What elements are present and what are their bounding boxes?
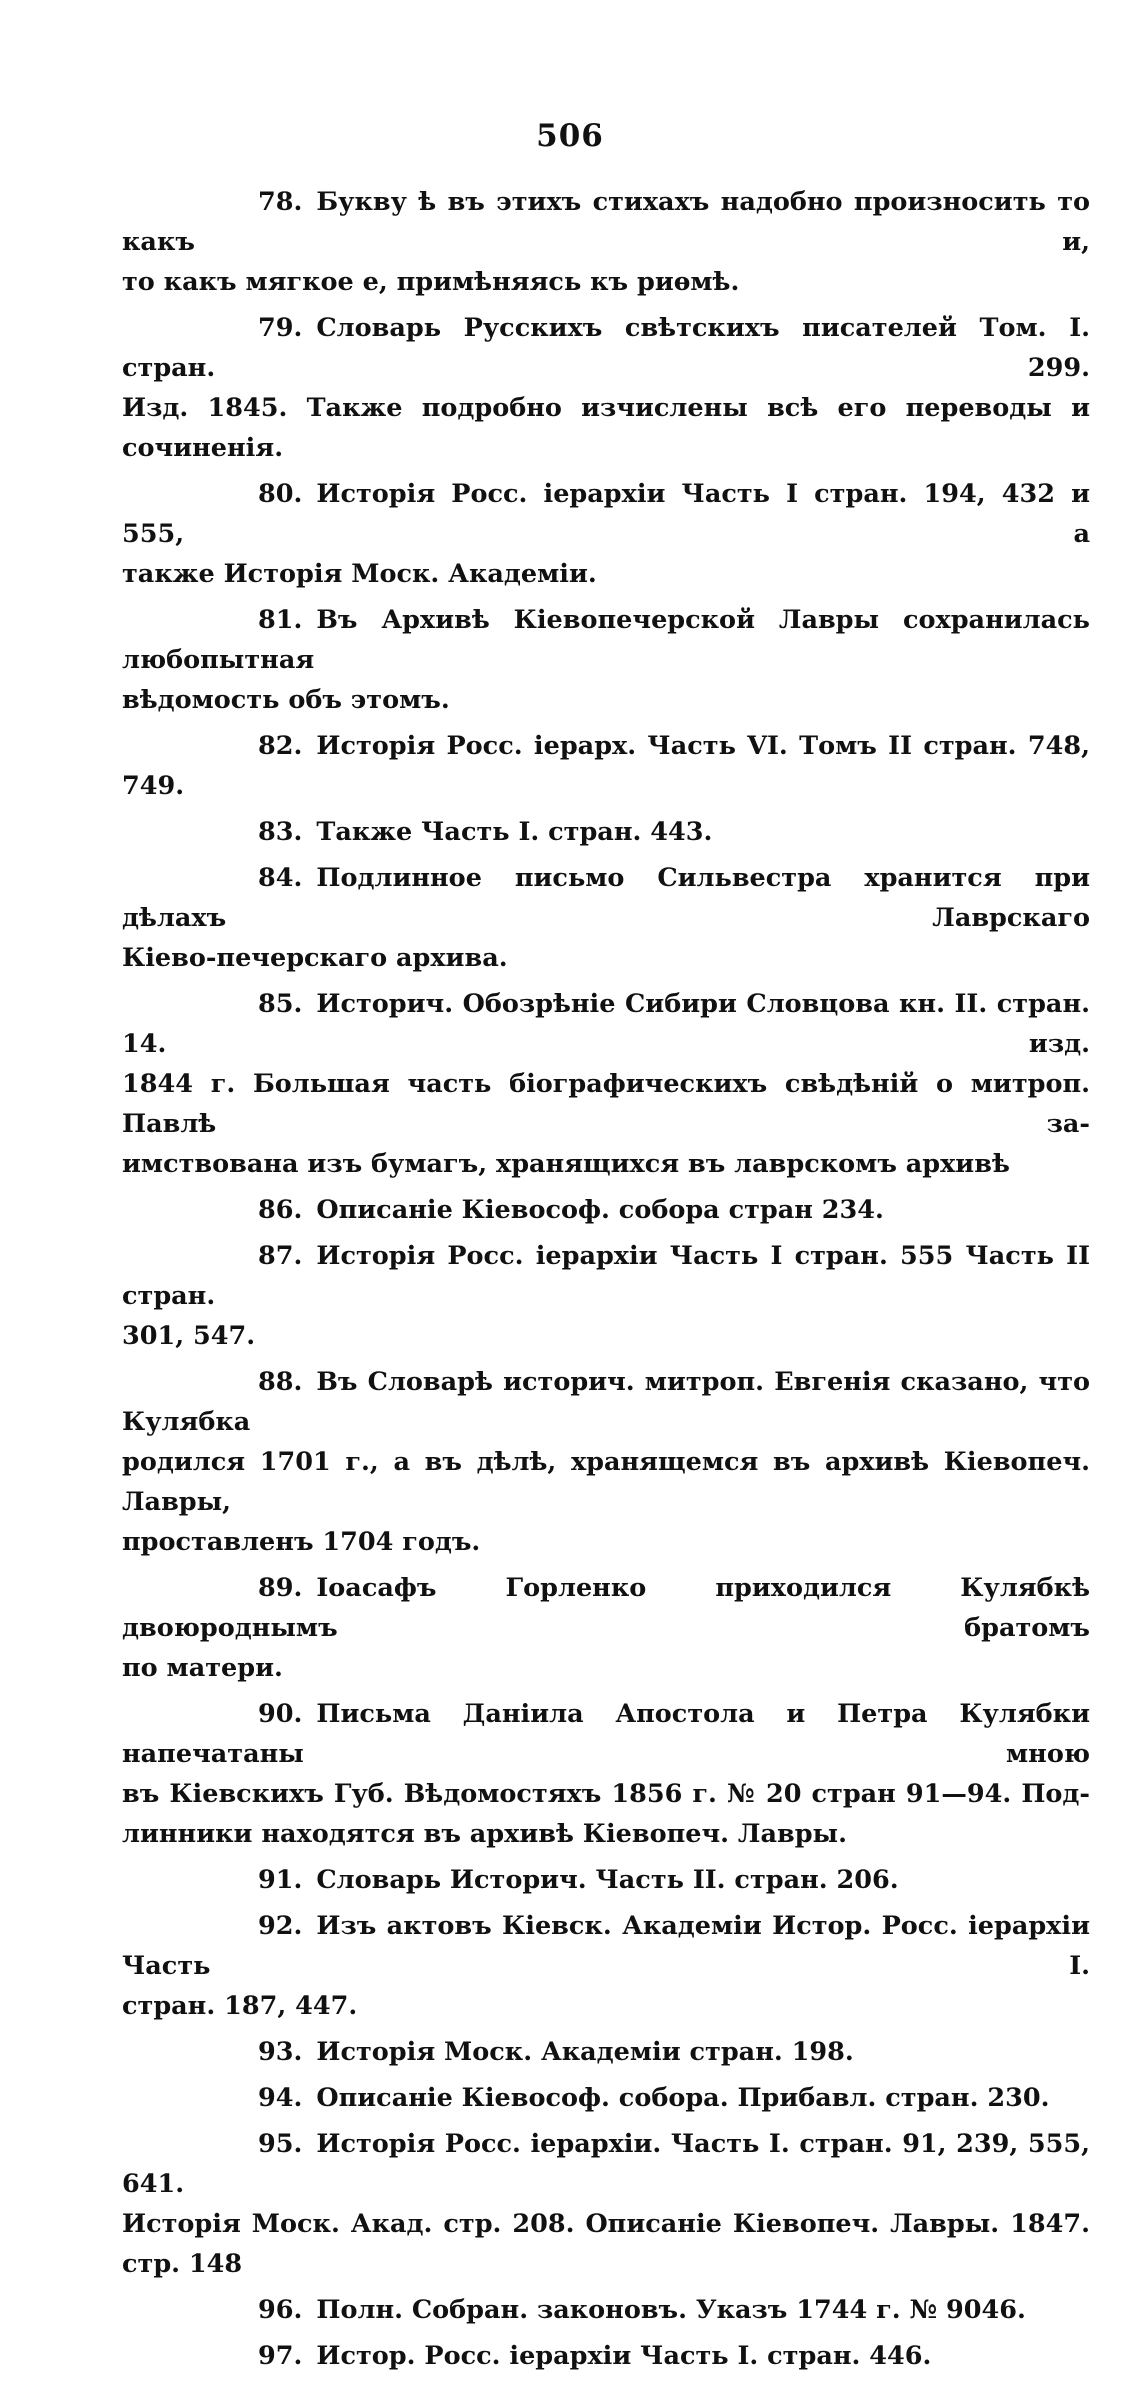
endnote xyxy=(122,2336,1090,2376)
endnote-number: 88. xyxy=(258,1367,303,1397)
endnote-text: Въ Архивѣ Кіевопечерской Лавры сохранилась любопытная xyxy=(122,605,1090,675)
endnote-text: Описаніе Кіевософ. собора стран 234. xyxy=(316,1195,884,1225)
endnote xyxy=(122,1860,1090,1900)
endnote-number: 79. xyxy=(258,313,303,343)
endnote-line xyxy=(122,1144,1090,1184)
endnote-number: 86. xyxy=(258,1195,303,1225)
endnote-text: Изъ актовъ Кіевск. Академіи Истор. Росс. іерархіи Часть I. xyxy=(122,1911,1090,1981)
endnote-text: Описаніе Кіевософ. собора. Прибавл. стран. 230. xyxy=(316,2083,1050,2113)
endnote xyxy=(122,726,1090,806)
endnote-number: 78. xyxy=(258,187,303,217)
endnote-line xyxy=(122,1648,1090,1688)
endnote-text: вѣдомость объ этомъ. xyxy=(122,685,450,715)
endnote xyxy=(122,1190,1090,1230)
endnote-first-line xyxy=(122,182,1090,262)
endnote-first-line xyxy=(122,600,1090,680)
endnote-text: Словарь Русскихъ свѣтскихъ писателей Том. I. стран. 299. xyxy=(122,313,1090,383)
endnote-first-line xyxy=(122,1236,1090,1316)
endnote-number: 82. xyxy=(258,731,303,761)
endnote-number: 80. xyxy=(258,479,303,509)
endnote-first-line xyxy=(122,2336,1090,2376)
endnote-text: Полн. Собран. законовъ. Указъ 1744 г. № 9046. xyxy=(316,2295,1026,2325)
endnote-line xyxy=(122,1064,1090,1144)
endnote xyxy=(122,1694,1090,1854)
endnote xyxy=(122,182,1090,302)
endnote-line xyxy=(122,1316,1090,1356)
endnote-line xyxy=(122,2204,1090,2284)
endnote-number: 87. xyxy=(258,1241,303,1271)
endnote xyxy=(122,2078,1090,2118)
endnote-text: по матери. xyxy=(122,1653,283,1683)
endnote-first-line xyxy=(122,2290,1090,2330)
endnote-first-line xyxy=(122,2124,1090,2204)
endnote-number: 94. xyxy=(258,2083,303,2113)
endnote-first-line xyxy=(122,1906,1090,1986)
endnote-first-line xyxy=(122,726,1090,806)
endnote-line xyxy=(122,262,1090,302)
endnote-number: 89. xyxy=(258,1573,303,1603)
endnote-number: 96. xyxy=(258,2295,303,2325)
endnote xyxy=(122,308,1090,468)
endnote-first-line xyxy=(122,2032,1090,2072)
endnote-text: Въ Словарѣ историч. митроп. Евгенія сказано, что Кулябка xyxy=(122,1367,1090,1437)
endnote-text: Букву ѣ въ этихъ стихахъ надобно произносить то какъ и, xyxy=(122,187,1090,257)
endnote xyxy=(122,1362,1090,1562)
endnote-first-line xyxy=(122,858,1090,938)
endnote-text: Исторія Моск. Академіи стран. 198. xyxy=(316,2037,854,2067)
endnote xyxy=(122,474,1090,594)
endnote-number: 95. xyxy=(258,2129,303,2159)
endnote-number: 97. xyxy=(258,2341,303,2371)
endnote xyxy=(122,600,1090,720)
endnote-text: Историч. Обозрѣніе Сибири Словцова кн. II. стран. 14. изд. xyxy=(122,989,1090,1059)
endnote-text: Исторія Росс. іерархіи Часть I стран. 194, 432 и 555, а xyxy=(122,479,1090,549)
endnote-number: 91. xyxy=(258,1865,303,1895)
endnote xyxy=(122,2032,1090,2072)
endnote-line xyxy=(122,1442,1090,1522)
endnote-number: 81. xyxy=(258,605,303,635)
endnote-first-line xyxy=(122,1362,1090,1442)
endnote-line xyxy=(122,554,1090,594)
endnote-first-line xyxy=(122,1190,1090,1230)
endnote-line xyxy=(122,1522,1090,1562)
endnote xyxy=(122,812,1090,852)
endnote-text: Письма Данiила Апостола и Петра Кулябки напечатаны мною xyxy=(122,1699,1090,1769)
endnote-text: имствована изъ бумагъ, хранящихся въ лаврскомъ архивѣ xyxy=(122,1149,1010,1179)
endnote-text: Изд. 1845. Также подробно изчислены всѣ его переводы и сочиненія. xyxy=(122,393,1090,463)
endnote-text: Истор. Росс. іерархіи Часть I. стран. 446. xyxy=(316,2341,932,2371)
endnote-first-line xyxy=(122,308,1090,388)
endnote-number: 85. xyxy=(258,989,303,1019)
endnote-number: 84. xyxy=(258,863,303,893)
endnote-text: Исторія Росс. іерарх. Часть VI. Томъ II стран. 748, 749. xyxy=(122,731,1090,801)
endnote xyxy=(122,1568,1090,1688)
endnote-first-line xyxy=(122,1860,1090,1900)
endnote xyxy=(122,1906,1090,2026)
endnote-text: Исторія Росс. іерархіи. Часть I. стран. 91, 239, 555, 641. xyxy=(122,2129,1090,2199)
endnote xyxy=(122,1236,1090,1356)
endnote-number: 83. xyxy=(258,817,303,847)
endnote-text: Также Часть I. стран. 443. xyxy=(316,817,713,847)
endnotes-list xyxy=(122,182,1090,2382)
endnote-text: Исторія Росс. іерархіи Часть I стран. 555 Часть II стран. xyxy=(122,1241,1090,1311)
endnote-first-line xyxy=(122,812,1090,852)
endnote-line xyxy=(122,1814,1090,1854)
endnote-line xyxy=(122,388,1090,468)
endnote xyxy=(122,858,1090,978)
endnote-text: 301, 547. xyxy=(122,1321,256,1351)
endnote-text: Исторія Моск. Акад. стр. 208. Описаніе Кіевопеч. Лавры. 1847. стр. 148 xyxy=(122,2209,1090,2279)
endnote-text: Іоасафъ Горленко приходился Кулябкѣ двоюроднымъ братомъ xyxy=(122,1573,1090,1643)
endnote-text: проставленъ 1704 годъ. xyxy=(122,1527,481,1557)
endnote-text: Словарь Историч. Часть II. стран. 206. xyxy=(316,1865,899,1895)
endnote-first-line xyxy=(122,1694,1090,1774)
endnote-text: въ Кіевскихъ Губ. Вѣдомостяхъ 1856 г. № 20 стран 91—94. Под- xyxy=(122,1779,1090,1809)
endnote-number: 90. xyxy=(258,1699,303,1729)
endnote-number: 93. xyxy=(258,2037,303,2067)
endnote-text: то какъ мягкое е, примѣняясь къ риѳмѣ. xyxy=(122,267,740,297)
endnote xyxy=(122,984,1090,1184)
endnote-line xyxy=(122,938,1090,978)
endnote-text: стран. 187, 447. xyxy=(122,1991,358,2021)
endnote xyxy=(122,2290,1090,2330)
endnote-number: 92. xyxy=(258,1911,303,1941)
endnote-first-line xyxy=(122,1568,1090,1648)
endnote xyxy=(122,2124,1090,2284)
endnote-text: Кіево-печерскаго архива. xyxy=(122,943,508,973)
endnote-text: родился 1701 г., а въ дѣлѣ, хранящемся въ архивѣ Кіевопеч. Лавры, xyxy=(122,1447,1090,1517)
endnote-line xyxy=(122,1774,1090,1814)
endnote-first-line xyxy=(122,2078,1090,2118)
endnote-text: 1844 г. Большая часть біографическихъ свѣдѣній о митроп. Павлѣ за- xyxy=(122,1069,1090,1139)
endnote-first-line xyxy=(122,984,1090,1064)
endnote-text: Подлинное письмо Сильвестра хранится при дѣлахъ Лаврскаго xyxy=(122,863,1090,933)
endnote-first-line xyxy=(122,474,1090,554)
page-number: 506 xyxy=(536,118,604,154)
endnote-line xyxy=(122,680,1090,720)
endnote-line xyxy=(122,1986,1090,2026)
endnote-text: линники находятся въ архивѣ Кіевопеч. Лавры. xyxy=(122,1819,847,1849)
endnote-text: также Исторія Моск. Академіи. xyxy=(122,559,597,589)
